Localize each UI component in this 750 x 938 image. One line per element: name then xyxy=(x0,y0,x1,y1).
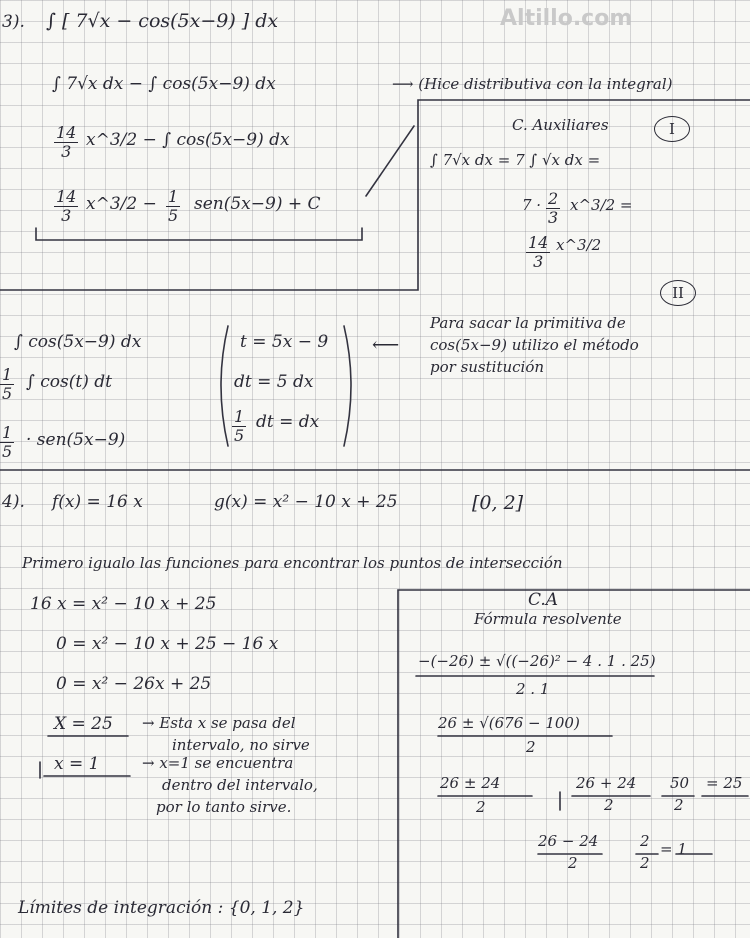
p4-root-1: X = 25 xyxy=(54,714,113,734)
aux-line-1: ∫ 7√x dx = 7 ∫ √x dx = xyxy=(430,151,601,169)
ca-formula-2-den: 2 xyxy=(526,738,536,756)
problem-3-number: 3). xyxy=(2,12,25,32)
ca-result-2-num: 26 − 24 xyxy=(538,832,599,850)
fraction-numerator: 1 xyxy=(168,187,179,206)
ca-result-1-eq-num: 50 xyxy=(670,774,690,792)
aux-badge-2: II xyxy=(660,280,696,306)
p3-step1-note: ⟶ (Hice distributiva con la integral) xyxy=(392,75,673,93)
fraction-numerator: 14 xyxy=(56,123,77,142)
note2-line-3: por sustitución xyxy=(430,358,545,376)
aux-line-2-post: x^3/2 = xyxy=(570,196,633,214)
ca-result-2-eq-num: 2 xyxy=(640,832,650,850)
ca-formula-2: 26 ± √(676 − 100) xyxy=(438,714,580,732)
problem-4-number: 4). xyxy=(2,492,25,512)
fraction-denominator: 5 xyxy=(168,206,179,226)
p3-step3-mid: x^3/2 − xyxy=(86,194,157,214)
ca-formula-3-den: 2 xyxy=(476,798,486,816)
ca-result-2: = 1 xyxy=(660,840,687,858)
p4-eq-1: 16 x = x² − 10 x + 25 xyxy=(30,594,217,614)
fraction-numerator: 14 xyxy=(528,233,549,252)
p4-eq-3: 0 = x² − 26x + 25 xyxy=(56,674,212,694)
p3-step1: ∫ 7√x dx − ∫ cos(5x−9) dx xyxy=(52,74,276,94)
p4-limits: Límites de integración : {0, 1, 2} xyxy=(18,898,305,918)
ca-result-2-eq-den: 2 xyxy=(640,854,650,872)
p4-intro: Primero igualo las funciones para encontrar los puntos de intersección xyxy=(22,554,563,572)
aux-line-2-pre: 7 · xyxy=(522,196,542,214)
fraction-denominator: 5 xyxy=(234,426,245,446)
p3-step3-rest: sen(5x−9) + C xyxy=(194,194,321,214)
fraction-denominator: 3 xyxy=(548,208,559,228)
note2-line-2: cos(5x−9) utilizo el método xyxy=(430,336,639,354)
fraction-denominator: 3 xyxy=(61,206,72,226)
fraction-denominator: 3 xyxy=(533,252,544,272)
arrow-left-icon: ⟵ xyxy=(372,334,400,356)
p4-interval: [0, 2] xyxy=(472,492,524,514)
ca-title: C.A xyxy=(528,590,559,610)
p4-eq-2: 0 = x² − 10 x + 25 − 16 x xyxy=(56,634,279,654)
fraction-numerator: 14 xyxy=(56,187,77,206)
p4-root-1-note-1: → Esta x se pasa del xyxy=(142,714,296,732)
ca-formula-1: −(−26) ± √((−26)² − 4 . 1 . 25) xyxy=(418,652,656,670)
fraction-numerator: 2 xyxy=(548,189,559,208)
t-def-2: dt = 5 dx xyxy=(234,372,314,392)
ca-result-1-eq-den: 2 xyxy=(674,796,684,814)
t-def-1: t = 5x − 9 xyxy=(240,332,329,352)
p4-root-2-note-1: → x=1 se encuentra xyxy=(142,754,294,772)
fraction-numerator: 1 xyxy=(2,365,13,384)
fraction-denominator: 3 xyxy=(61,142,72,162)
fraction-denominator: 5 xyxy=(2,442,13,462)
p4-function-g: g(x) = x² − 10 x + 25 xyxy=(214,492,398,512)
sub-line-2-rest: ∫ cos(t) dt xyxy=(26,372,112,392)
sub-line-1: ∫ cos(5x−9) dx xyxy=(14,332,142,352)
ca-result-1-den: 2 xyxy=(604,796,614,814)
p3-step2-rest: x^3/2 − ∫ cos(5x−9) dx xyxy=(86,130,290,150)
fraction-numerator: 1 xyxy=(2,423,13,442)
t-def-3-rest: dt = dx xyxy=(256,412,320,432)
aux-badge-1: I xyxy=(654,116,690,142)
p4-root-1-note-2: intervalo, no sirve xyxy=(172,736,310,754)
watermark-logo: Altillo.com xyxy=(500,6,633,31)
ca-formula-1-den: 2 . 1 xyxy=(516,680,550,698)
problem-3-integral: ∫ [ 7√x − cos(5x−9) ] dx xyxy=(46,10,279,32)
aux-title: C. Auxiliares xyxy=(512,116,609,134)
p4-root-2: x = 1 xyxy=(54,754,100,774)
fraction-numerator: 1 xyxy=(234,407,245,426)
note2-line-1: Para sacar la primitiva de xyxy=(430,314,626,332)
ca-formula-3: 26 ± 24 xyxy=(440,774,501,792)
sub-line-3-rest: · sen(5x−9) xyxy=(26,430,126,450)
ca-subtitle: Fórmula resolvente xyxy=(474,610,622,628)
ca-result-2-den: 2 xyxy=(568,854,578,872)
aux-line-3-post: x^3/2 xyxy=(556,236,602,254)
p4-root-2-note-2: dentro del intervalo, xyxy=(162,776,318,794)
p4-root-2-note-3: por lo tanto sirve. xyxy=(156,798,292,816)
ca-result-1: = 25 xyxy=(706,774,743,792)
ca-result-1-num: 26 + 24 xyxy=(576,774,637,792)
fraction-denominator: 5 xyxy=(2,384,13,404)
p4-function-f: f(x) = 16 x xyxy=(52,492,143,512)
